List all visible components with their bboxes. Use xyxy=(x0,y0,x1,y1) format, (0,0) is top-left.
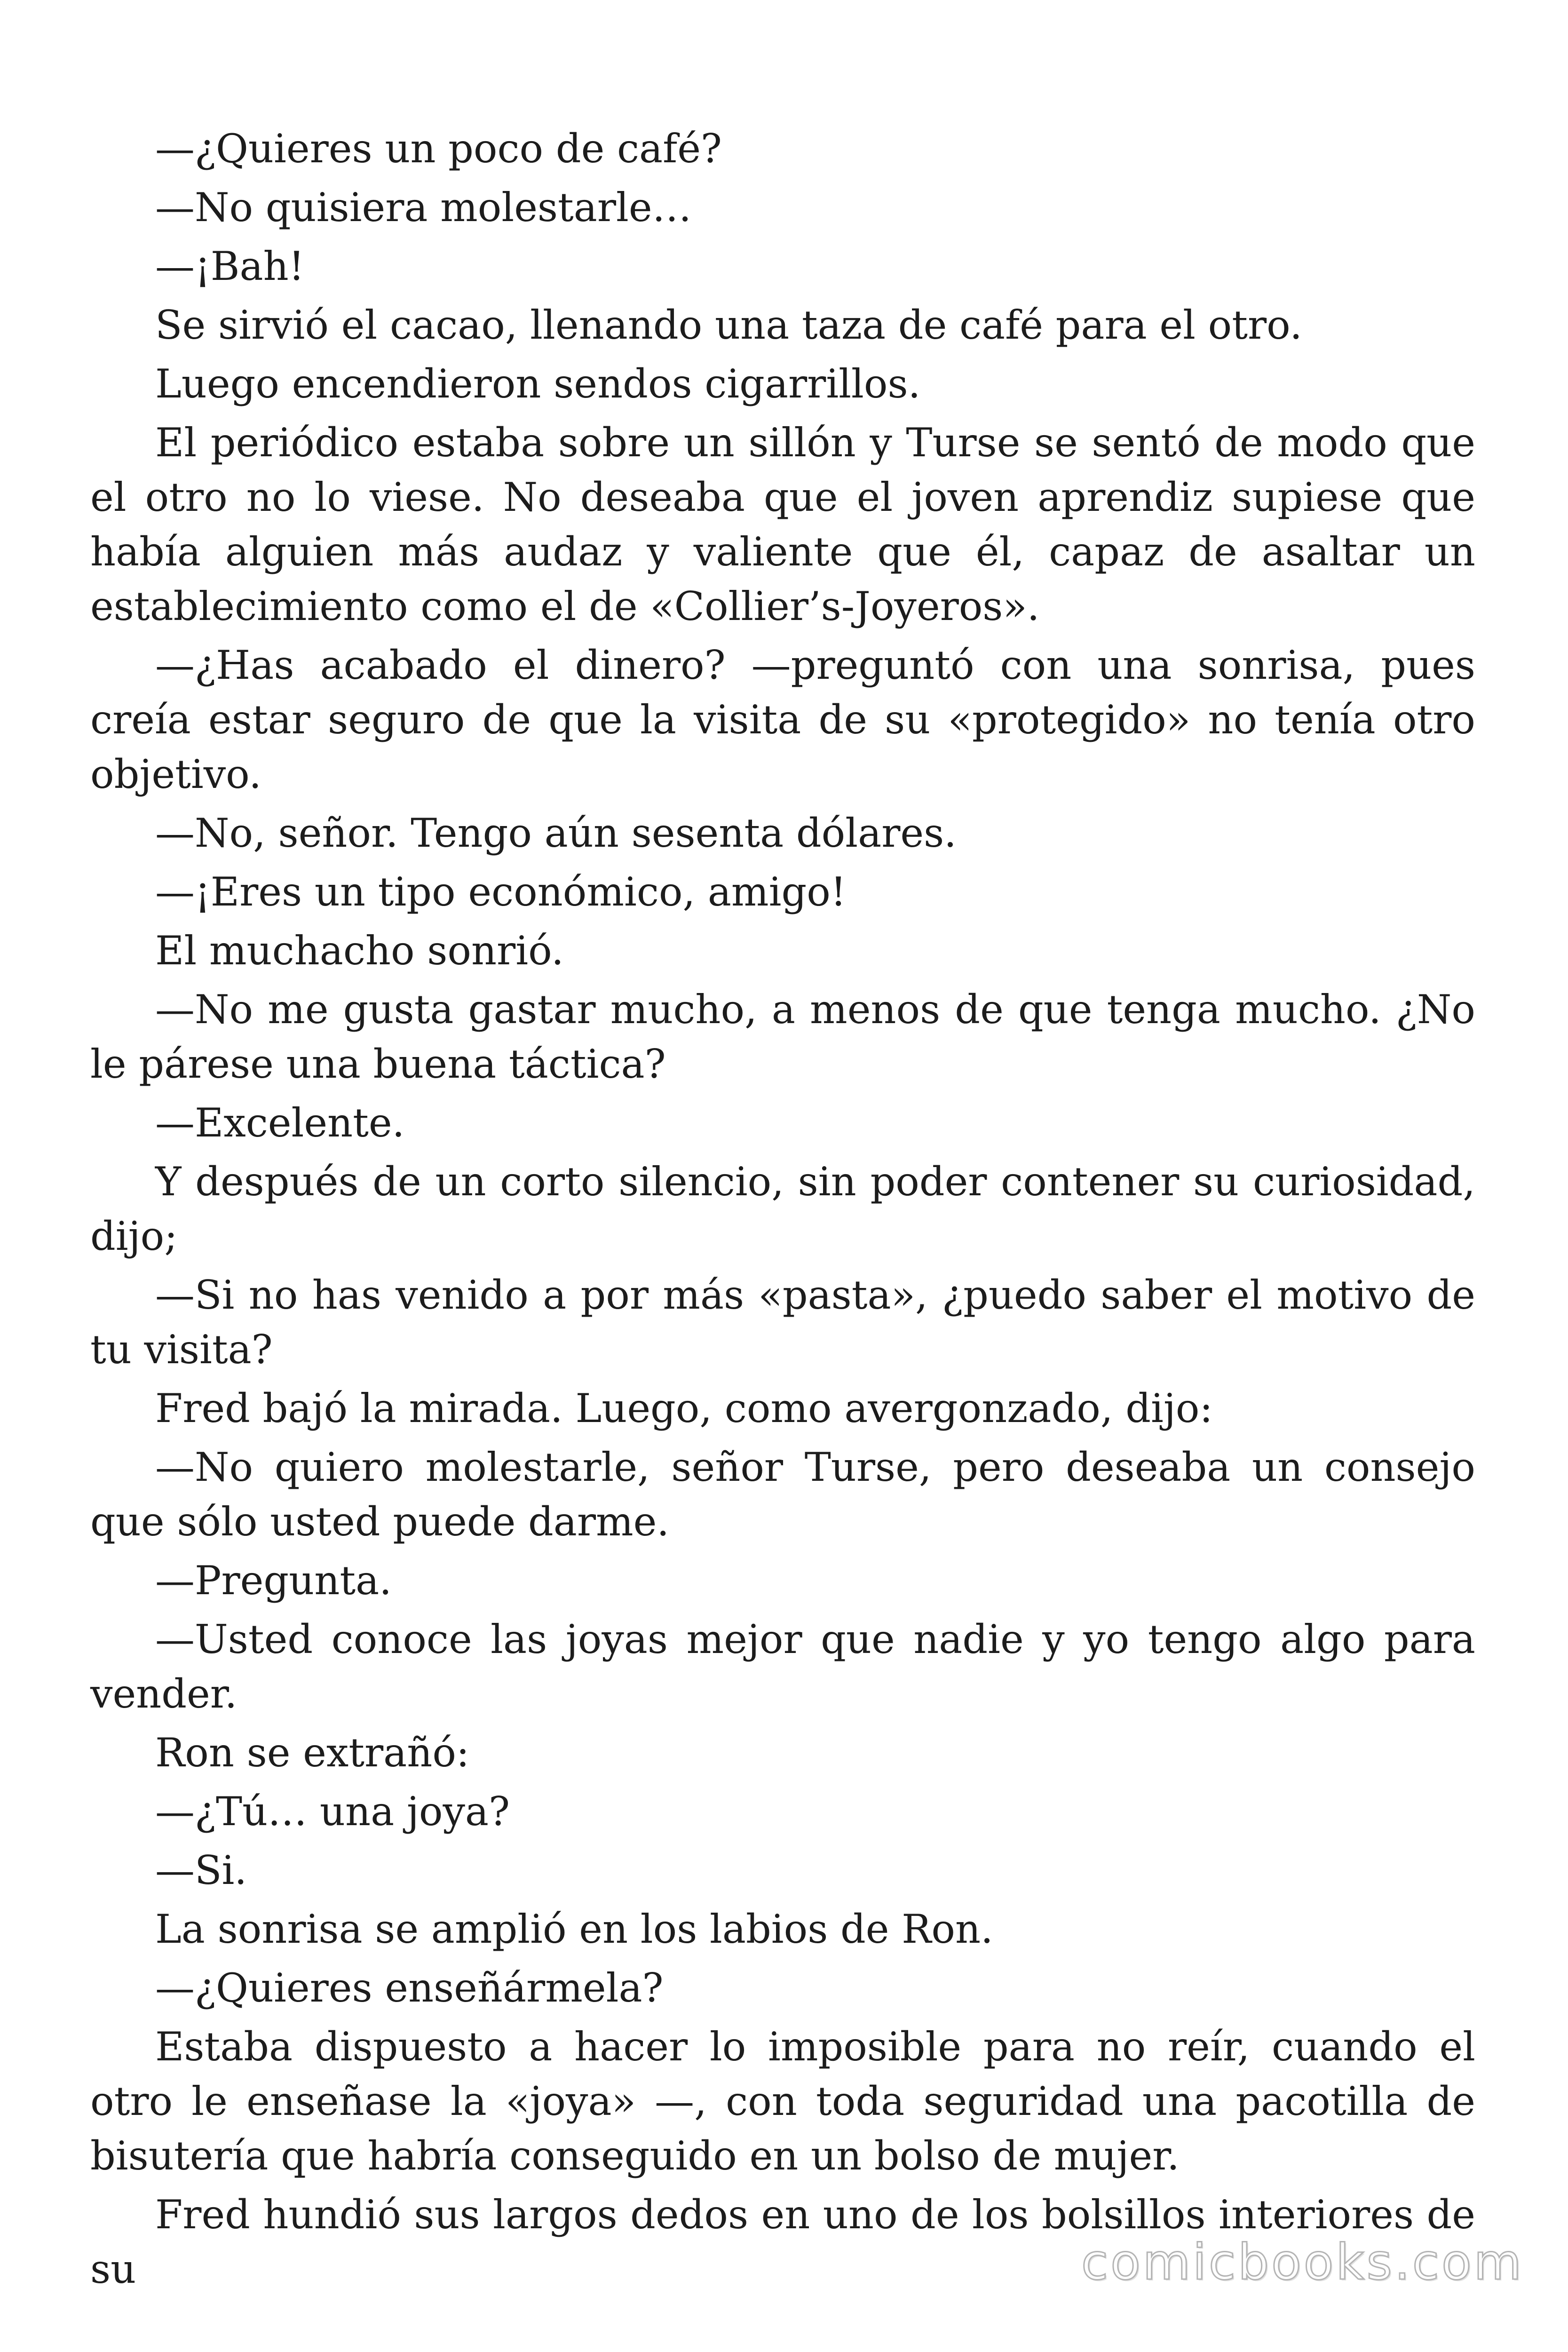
paragraph: Y después de un corto silencio, sin poder contener su curiosidad, dijo; xyxy=(90,1159,1475,1259)
paragraph: Estaba dispuesto a hacer lo imposible para no reír, cuando el otro le enseñase la «joya» —, con toda seguridad una pacotilla de bisutería que habría conseguido en un bolso de mujer. xyxy=(90,2024,1475,2179)
paragraph: —¿Quieres un poco de café? xyxy=(155,126,722,172)
paragraph: El periódico estaba sobre un sillón y Turse se sentó de modo que el otro no lo viese. No deseaba que el joven aprendiz supiese que había alguien más audaz y valiente que él, capaz de asaltar un establecimiento como el de «Collier’s-Joyeros». xyxy=(90,420,1475,629)
paragraph: —¡Bah! xyxy=(155,243,305,289)
paragraph: —¡Eres un tipo económico, amigo! xyxy=(155,869,847,915)
paragraph: Fred hundió sus largos dedos en uno de los bolsillos interiores de su xyxy=(90,2192,1475,2292)
paragraph: —¿Quieres enseñármela? xyxy=(155,1965,664,2011)
paragraph: —No, señor. Tengo aún sesenta dólares. xyxy=(155,810,957,856)
page-text xyxy=(90,121,1475,2301)
paragraph: —No quiero molestarle, señor Turse, pero deseaba un consejo que sólo usted puede darme. xyxy=(90,1444,1475,1545)
paragraph: —Excelente. xyxy=(155,1100,405,1146)
paragraph: —No quisiera molestarle… xyxy=(155,184,692,230)
paragraph: Ron se extrañó: xyxy=(155,1730,470,1776)
paragraph: —No me gusta gastar mucho, a menos de que tenga mucho. ¿No le párese una buena táctica? xyxy=(90,986,1475,1087)
paragraph: —Si no has venido a por más «pasta», ¿puedo saber el motivo de tu visita? xyxy=(90,1272,1475,1373)
paragraph: Luego encendieron sendos cigarrillos. xyxy=(155,361,921,407)
watermark-logo: comicbooks.com xyxy=(1081,2233,1524,2291)
paragraph: —¿Tú… una joya? xyxy=(155,1788,510,1835)
paragraph: La sonrisa se amplió en los labios de Ron. xyxy=(155,1906,993,1952)
paragraph: —¿Has acabado el dinero? —preguntó con una sonrisa, pues creía estar seguro de que la visita de su «protegido» no tenía otro objetivo. xyxy=(90,642,1475,797)
paragraph: —Usted conoce las joyas mejor que nadie y yo tengo algo para vender. xyxy=(90,1616,1475,1717)
paragraph: Fred bajó la mirada. Luego, como avergonzado, dijo: xyxy=(155,1385,1213,1431)
paragraph: —Pregunta. xyxy=(155,1557,392,1604)
paragraph: Se sirvió el cacao, llenando una taza de café para el otro. xyxy=(155,302,1302,348)
paragraph: —Si. xyxy=(155,1847,247,1893)
paragraph: El muchacho sonrió. xyxy=(155,928,564,974)
